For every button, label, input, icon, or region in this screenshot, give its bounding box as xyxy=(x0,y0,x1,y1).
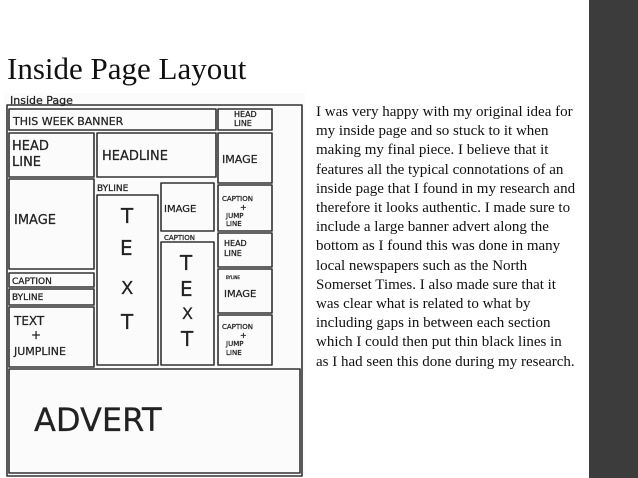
caption-jump-top-line-4: LINE xyxy=(226,220,242,228)
byline-label-top: BYLINE xyxy=(97,184,129,194)
text-col2-letter-1: T xyxy=(180,251,193,275)
byline-label-left: BYLINE xyxy=(12,293,44,303)
text-col1-letter-1: T xyxy=(121,204,134,228)
text-col1-letter-4: T xyxy=(121,310,134,334)
caption-jump-bottom-line-2: + xyxy=(240,331,247,340)
text-col1-letter-3: X xyxy=(121,278,134,299)
image-label-small: IMAGE xyxy=(224,289,257,300)
headline-label: HEADLINE xyxy=(102,149,168,164)
banner-label: THIS WEEK BANNER xyxy=(13,115,124,128)
text-col2-letter-3: X xyxy=(182,304,193,323)
head-label-top-right: HEAD xyxy=(234,110,257,119)
caption-label-left: CAPTION xyxy=(12,277,52,287)
caption-jump-bottom-line-4: LINE xyxy=(226,349,242,357)
line-label-small: LINE xyxy=(224,249,242,258)
caption-jump-top-line-1: CAPTION xyxy=(222,195,253,203)
plus-label: + xyxy=(31,328,42,342)
caption-jump-bottom-line-1: CAPTION xyxy=(222,323,253,331)
slide-body-text: I was very happy with my original idea for my inside page and so stuck to it when making my final piece. I believe that it features all the typical connotations of an inside page that I found in my research and therefore it looks authentic. I made sure to include a large banner advert along the bottom as I found this was done in many local newspapers such as the North Somerset Times. I also made sure that it was clear what is related to what by including gaps in between each section which I could then put thin black lines in as I had seen this done during my research. xyxy=(316,104,576,370)
text-col2-letter-4: T xyxy=(181,327,194,351)
layout-sketch-drawing xyxy=(4,93,305,477)
jumpline-label: JUMPLINE xyxy=(14,345,66,358)
image-label-top-right: IMAGE xyxy=(222,153,258,166)
sketch-heading: Inside Page xyxy=(10,94,73,107)
text-col2-letter-2: E xyxy=(180,277,193,301)
caption-jump-top-line-2: + xyxy=(240,203,247,212)
slide-title: Inside Page Layout xyxy=(7,51,247,86)
advert-label: ADVERT xyxy=(34,401,162,439)
layout-sketch xyxy=(4,93,305,477)
caption-jump-bottom-line-3: JUMP xyxy=(226,340,244,348)
head-label: HEAD xyxy=(12,139,49,154)
caption-jump-top-line-3: JUMP xyxy=(226,212,244,220)
small-scribble-label: BYLINE xyxy=(226,275,240,280)
image-label-center: IMAGE xyxy=(164,204,197,215)
head-label-small: HEAD xyxy=(224,239,247,248)
image-label-left: IMAGE xyxy=(14,213,57,228)
caption-label-center: CAPTION xyxy=(164,234,195,242)
text-label: TEXT xyxy=(14,314,45,328)
line-label-top-right: LINE xyxy=(234,119,252,128)
line-label: LINE xyxy=(12,155,42,170)
text-col1-letter-2: E xyxy=(120,236,133,260)
slide-side-bar xyxy=(589,0,638,478)
